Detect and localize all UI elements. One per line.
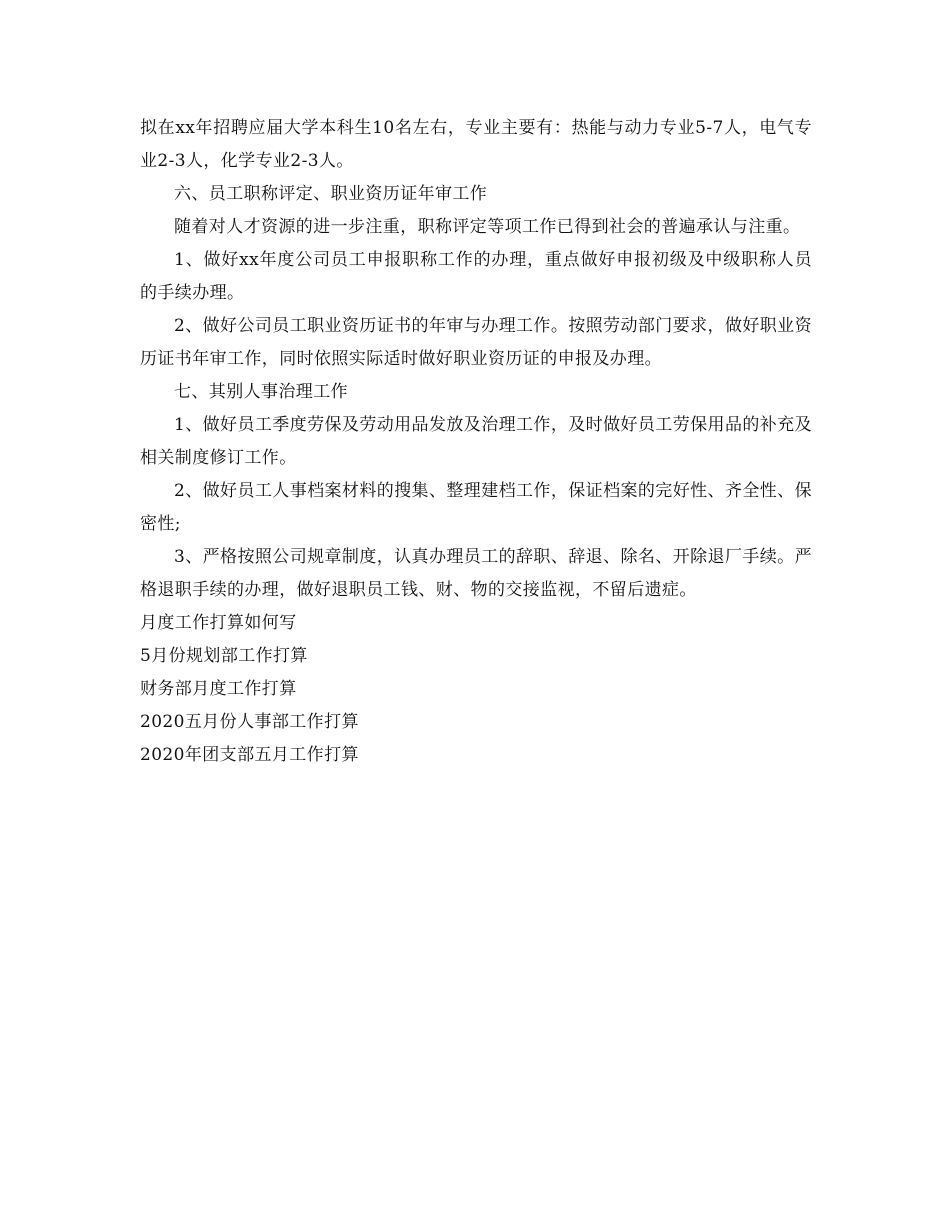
related-link-planning-dept[interactable]: 5月份规划部工作打算 [140, 646, 308, 666]
related-links-list [140, 607, 812, 772]
related-link-hr-dept[interactable]: 2020五月份人事部工作打算 [140, 712, 359, 732]
document-body [140, 112, 812, 772]
paragraph-item-2-certificate-review: 2、做好公司员工职业资历证书的年审与办理工作。按照劳动部门要求，做好职业资历证书年审工作，同时依照实际适时做好职业资历证的申报及办理。 [140, 316, 812, 369]
related-link-monthly-plan[interactable]: 月度工作打算如何写 [140, 613, 297, 633]
paragraph-item-1-title-filing: 1、做好xx年度公司员工申报职称工作的办理，重点做好申报初级及中级职称人员的手续办理。 [140, 250, 812, 303]
section-heading-six: 六、员工职称评定、职业资历证年审工作 [174, 184, 488, 204]
paragraph-title-evaluation: 随着对人才资源的进一步注重，职称评定等项工作已得到社会的普遍承认与注重。 [174, 217, 801, 237]
related-link-youth-league[interactable]: 2020年团支部五月工作打算 [140, 745, 359, 765]
section-heading-seven: 七、其别人事治理工作 [174, 382, 348, 402]
paragraph-item-1-labor-protection: 1、做好员工季度劳保及劳动用品发放及治理工作，及时做好员工劳保用品的补充及相关制度修订工作。 [140, 415, 812, 468]
related-link-finance-dept[interactable]: 财务部月度工作打算 [140, 679, 297, 699]
paragraph-item-2-personnel-files: 2、做好员工人事档案材料的搜集、整理建档工作，保证档案的完好性、齐全性、保密性; [140, 481, 812, 534]
paragraph-recruitment: 拟在xx年招聘应届大学本科生10名左右，专业主要有：热能与动力专业5-7人，电气专业2-3人，化学专业2-3人。 [140, 118, 812, 171]
paragraph-item-3-resignation: 3、严格按照公司规章制度，认真办理员工的辞职、辞退、除名、开除退厂手续。严格退职手续的办理，做好退职员工钱、财、物的交接监视，不留后遗症。 [140, 547, 812, 600]
